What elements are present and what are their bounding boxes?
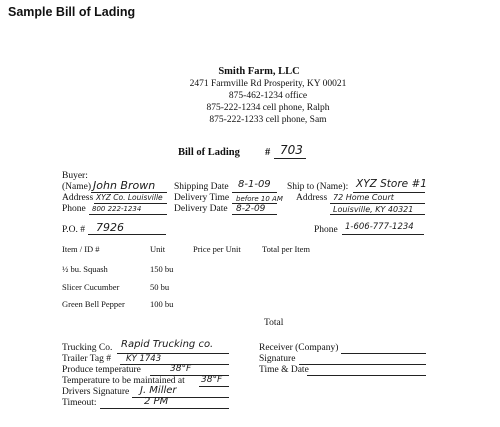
trailer-tag-value: KY 1743: [126, 354, 162, 364]
receiver-company-label: Receiver (Company): [259, 343, 339, 353]
table-row-item: ½ bu. Squash: [62, 264, 108, 274]
phone-label: Phone: [314, 225, 338, 235]
po-label: P.O. #: [62, 225, 85, 235]
buyer-address-line: [94, 203, 167, 204]
po-value: 7926: [96, 221, 124, 234]
bill-number-line: [274, 158, 306, 159]
maintain-temp-value: 38°F: [201, 375, 223, 385]
bill-of-lading-label: Bill of Lading: [178, 147, 240, 158]
ship-to-name-label: Ship to (Name):: [287, 182, 349, 192]
timeout-label: Timeout:: [62, 398, 97, 408]
trucking-company-value: Rapid Trucking co.: [121, 339, 214, 350]
company-cell-ralph: 875-222-1234 cell phone, Ralph: [206, 103, 330, 113]
table-row-unit: 150 bu: [150, 264, 174, 274]
receiver-time-date-line: [307, 375, 426, 376]
company-address: 2471 Farmville Rd Prosperity, KY 00021: [189, 79, 347, 89]
receiver-signature-label: Signature: [259, 354, 296, 364]
table-row-unit: 50 bu: [150, 282, 170, 292]
shipping-date-value: 8-1-09: [238, 179, 271, 190]
company-header: [0, 66, 500, 77]
company-contact: [18, 78, 500, 126]
timeout-value: 2 PM: [144, 396, 169, 407]
page-title: Sample Bill of Lading: [8, 5, 136, 19]
trucking-company-label: Trucking Co.: [62, 343, 113, 353]
shipping-date-label: Shipping Date: [174, 182, 229, 192]
driver-signature-label: Drivers Signature: [62, 387, 130, 397]
shipping-date-line: [232, 192, 277, 193]
col-header-total: Total per Item: [262, 244, 311, 254]
col-header-price: Price per Unit: [193, 244, 241, 254]
delivery-date-value: 8-2-09: [236, 204, 266, 214]
ship-to-name-value: XYZ Store #1: [356, 178, 427, 190]
driver-signature-value: J. Miller: [140, 385, 177, 396]
phone-line: [342, 234, 424, 235]
delivery-date-line: [232, 214, 277, 215]
delivery-date-label: Delivery Date: [174, 204, 228, 214]
ship-to-city-line: [330, 214, 425, 215]
produce-temp-label: Produce temperature: [62, 365, 141, 375]
company-cell-sam: 875-222-1233 cell phone, Sam: [209, 115, 327, 125]
receiver-time-date-label: Time & Date: [259, 365, 309, 375]
bill-hash: #: [265, 147, 271, 158]
total-label: Total: [264, 318, 284, 328]
buyer-label: Buyer:: [62, 171, 88, 181]
maintain-temp-line: [199, 386, 229, 387]
buyer-phone-value: 800 222-1234: [92, 205, 142, 213]
delivery-time-value: before 10 AM: [236, 195, 283, 203]
ship-to-city-value: Louisville, KY 40321: [333, 205, 414, 214]
delivery-time-label: Delivery Time: [174, 193, 230, 203]
receiver-company-line: [341, 353, 426, 354]
po-line: [88, 234, 166, 235]
ship-to-address-label: Address: [296, 193, 328, 203]
buyer-name-label: (Name): [62, 182, 92, 192]
company-name: Smith Farm, LLC: [218, 66, 300, 77]
maintain-temp-label: Temperature to be maintained at: [62, 376, 185, 386]
trailer-tag-label: Trailer Tag #: [62, 354, 111, 364]
ship-to-address-line: [330, 203, 425, 204]
timeout-line: [100, 408, 229, 409]
bill-number: 703: [280, 143, 303, 157]
table-row-item: Slicer Cucumber: [62, 282, 120, 292]
phone-value: 1-606-777-1234: [345, 222, 414, 232]
table-row-item: Green Bell Pepper: [62, 299, 125, 309]
buyer-name-value: John Brown: [93, 179, 156, 192]
buyer-phone-label: Phone: [62, 204, 86, 214]
receiver-signature-line: [299, 364, 426, 365]
buyer-address-value: XYZ Co. Louisville: [96, 193, 163, 202]
ship-to-address-value: 72 Home Court: [333, 193, 394, 202]
col-header-item: Item / ID #: [62, 244, 100, 254]
buyer-phone-line: [89, 214, 167, 215]
buyer-address-label: Address: [62, 193, 94, 203]
table-row-unit: 100 bu: [150, 299, 174, 309]
col-header-unit: Unit: [150, 244, 166, 254]
company-office-phone: 875-462-1234 office: [228, 91, 308, 101]
produce-temp-value: 38°F: [170, 364, 192, 374]
